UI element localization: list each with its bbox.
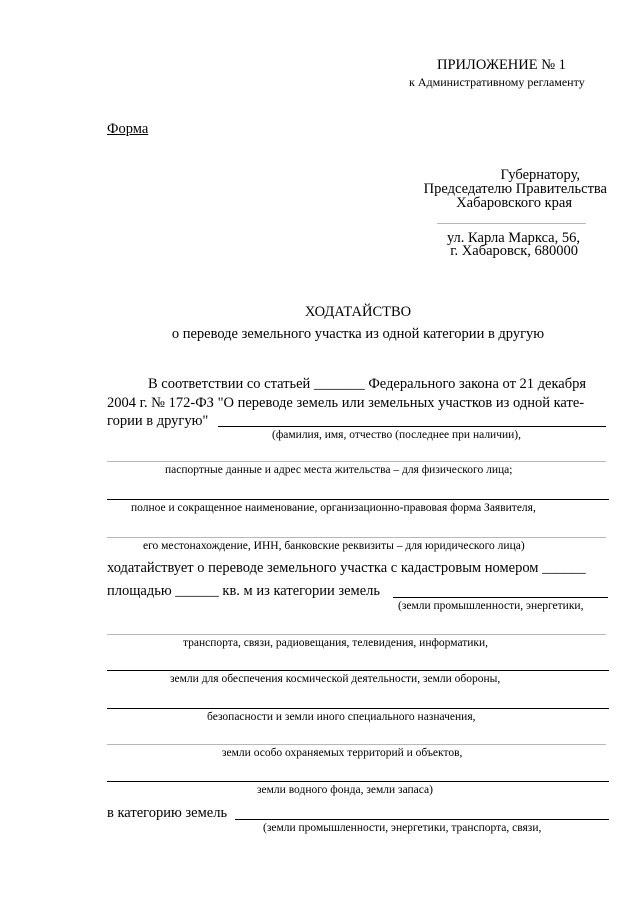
appendix-subtitle: к Административному регламенту	[409, 75, 585, 89]
to-category-hint: (земли промышленности, энергетики, транспорта, связи,	[263, 822, 542, 834]
category-hint-5: земли особо охраняемых территорий и объектов,	[222, 747, 463, 759]
paragraph-line-1: В соответствии со статьей _______ Федерального закона от 21 декабря	[148, 376, 587, 392]
petition-line: ходатайствует о переводе земельного участка с кадастровым номером ______	[107, 560, 586, 576]
addressee-line-3: Хабаровского края	[456, 195, 572, 211]
category-hint-4: безопасности и земли иного специального назначения,	[207, 711, 476, 723]
category-hint-3: земли для обеспечения космической деятельности, земли обороны,	[170, 673, 501, 685]
hint-fio: (фамилия, имя, отчество (последнее при наличии),	[272, 429, 522, 441]
address-line-2: г. Хабаровск, 680000	[450, 243, 578, 259]
form-label: Форма	[107, 121, 149, 137]
paragraph-line-2: 2004 г. № 172-ФЗ "О переводе земель или земельных участков из одной кате-	[107, 395, 585, 411]
document-subtitle: о переводе земельного участка из одной категории в другую	[171, 326, 545, 342]
category-field-line-3[interactable]	[107, 670, 609, 671]
category-field-line-4[interactable]	[107, 708, 609, 709]
appendix-title: ПРИЛОЖЕНИЕ № 1	[437, 57, 566, 73]
category-field-line-2[interactable]	[107, 634, 606, 635]
addressee-line-1: Губернатору,	[500, 167, 580, 183]
hint-location: его местонахождение, ИНН, банковские реквизиты – для юридического лица)	[143, 540, 525, 552]
category-hint-6: земли водного фонда, земли запаса)	[257, 784, 433, 796]
address-line-1: ул. Карла Маркса, 56,	[446, 230, 580, 246]
applicant-fio-field[interactable]	[218, 426, 606, 427]
from-category-field[interactable]	[393, 597, 608, 598]
hint-passport: паспортные данные и адрес места жительства – для физического лица;	[165, 464, 513, 476]
passport-field[interactable]	[107, 461, 606, 462]
area-line: площадью ______ кв. м из категории земель	[107, 583, 380, 599]
addressee-line-2: Председателю Правительства	[423, 181, 607, 197]
category-hint-1: (земли промышленности, энергетики,	[398, 600, 584, 612]
paragraph-line-3: гории в другую"	[107, 413, 209, 429]
addressee-separator	[437, 223, 586, 224]
category-field-line-5[interactable]	[107, 744, 606, 745]
organization-name-field[interactable]	[107, 499, 609, 500]
to-category-label: в категорию земель	[107, 805, 228, 821]
document-title: ХОДАТАЙСТВО	[304, 304, 412, 320]
hint-organization-name: полное и сокращенное наименование, организационно-правовая форма Заявителя,	[131, 502, 536, 514]
category-hint-2: транспорта, связи, радиовещания, телевидения, информатики,	[183, 637, 489, 649]
to-category-field[interactable]	[235, 819, 609, 820]
category-field-line-6[interactable]	[107, 781, 609, 782]
organization-location-field[interactable]	[107, 537, 606, 538]
